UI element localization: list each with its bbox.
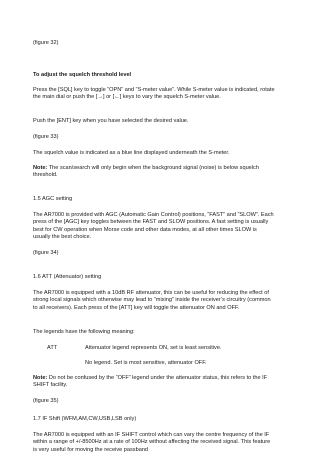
- squelch-paragraph-1: Press the [SQL] key to toggle “OPN” and “S-meter value”. While S-meter value is indicated, rotate the main dial or push the [→] or [←] keys to vary the squelch S-meter value.: [33, 87, 275, 101]
- figure-35-caption: (figure 35): [33, 398, 59, 404]
- squelch-heading: To adjust the squelch threshold level: [33, 72, 132, 78]
- note-text: The scan/search will only begin when the background signal (noise) is below squelch threshold.: [33, 165, 259, 179]
- att-heading: 1.6 ATT (Attenuator) setting: [33, 274, 102, 280]
- ifshift-paragraph: The AR7000 is equipped with an IF SHIFT control which can vary the centre frequency of the IF within a range of +/-8500Hz at a rate of 100Hz without affecting the received signal. This feature is very useful for moving the receive passband: [33, 432, 271, 453]
- squelch-note: [33, 165, 275, 180]
- figure-33-caption: (figure 33): [33, 134, 59, 140]
- figure-34-caption: (figure 34): [33, 250, 59, 256]
- att-paragraph-2: The legends have the following meaning:: [33, 329, 135, 335]
- ifshift-heading: 1.7 IF Shift (WFM,AM,CW,USB,LSB only): [33, 416, 137, 422]
- legend-term-att: ATT: [47, 345, 58, 351]
- att-paragraph-1: The AR7000 is equipped with a 10dB RF attenuator, this can be useful for reducing the effect of strong local signals which otherwise may lead to “mixing” inside the receiver’s circuitry (common to all receivers). Each press of the [ATT] key will toggle the attenuator ON and OFF.: [33, 290, 271, 311]
- note-label: Note:: [33, 165, 48, 171]
- agc-paragraph: The AR7000 is provided with AGC (Automatic Gain Control) positions, “FAST” and “SLOW”. Each press of the [AGC] key toggles between the FAST and SLOW positions. A fast setting is usually best for CW operation when Morse code and other data modes, at all other times SLOW is usually the best choice.: [33, 212, 274, 241]
- note-label: Note:: [33, 375, 48, 381]
- squelch-paragraph-3: The squelch value is indicated as a blue line displayed underneath the S-meter.: [33, 150, 230, 156]
- figure-32-caption: (figure 32): [33, 40, 59, 46]
- agc-heading: 1.5 AGC setting: [33, 196, 73, 202]
- note-text: Do not be confused by the “OFF” legend under the attenuator status, this refers to the IF SHIFT facility.: [33, 375, 268, 389]
- squelch-paragraph-2: Push the [ENT] key when you have selected the desired value.: [33, 118, 189, 124]
- legend-desc-on: Attenuator legend represents ON, set is least sensitive.: [85, 345, 222, 351]
- att-note: [33, 375, 275, 390]
- legend-desc-off: No legend. Set is most sensitive, attenuator OFF.: [85, 360, 207, 366]
